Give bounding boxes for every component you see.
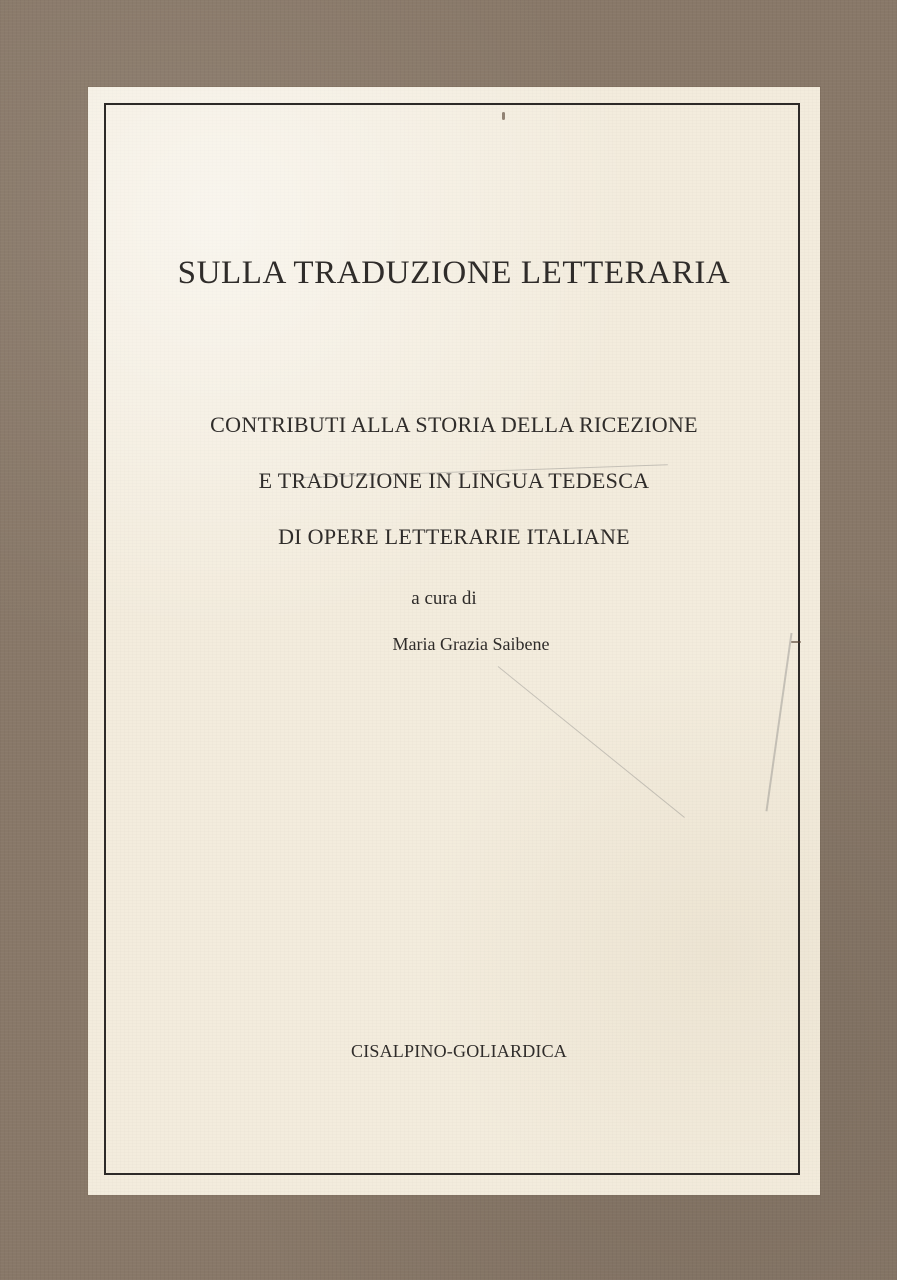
subtitle-line-1: CONTRIBUTI ALLA STORIA DELLA RICEZIONE (210, 412, 698, 437)
editor-label: a cura di (411, 588, 477, 609)
book-title: SULLA TRADUZIONE LETTERARIA (177, 255, 731, 291)
book-subtitle (88, 383, 820, 579)
subtitle-line-2: E TRADUZIONE IN LINGUA TEDESCA (258, 468, 650, 493)
paper-speck-2 (791, 641, 801, 643)
editor-name: Maria Grazia Saibene (392, 634, 550, 654)
cover-label-paper (88, 87, 820, 1195)
subtitle-line-3: DI OPERE LETTERARIE ITALIANE (278, 524, 630, 549)
publisher-name: CISALPINO-GOLIARDICA (351, 1041, 567, 1061)
paper-speck-1 (502, 112, 505, 120)
